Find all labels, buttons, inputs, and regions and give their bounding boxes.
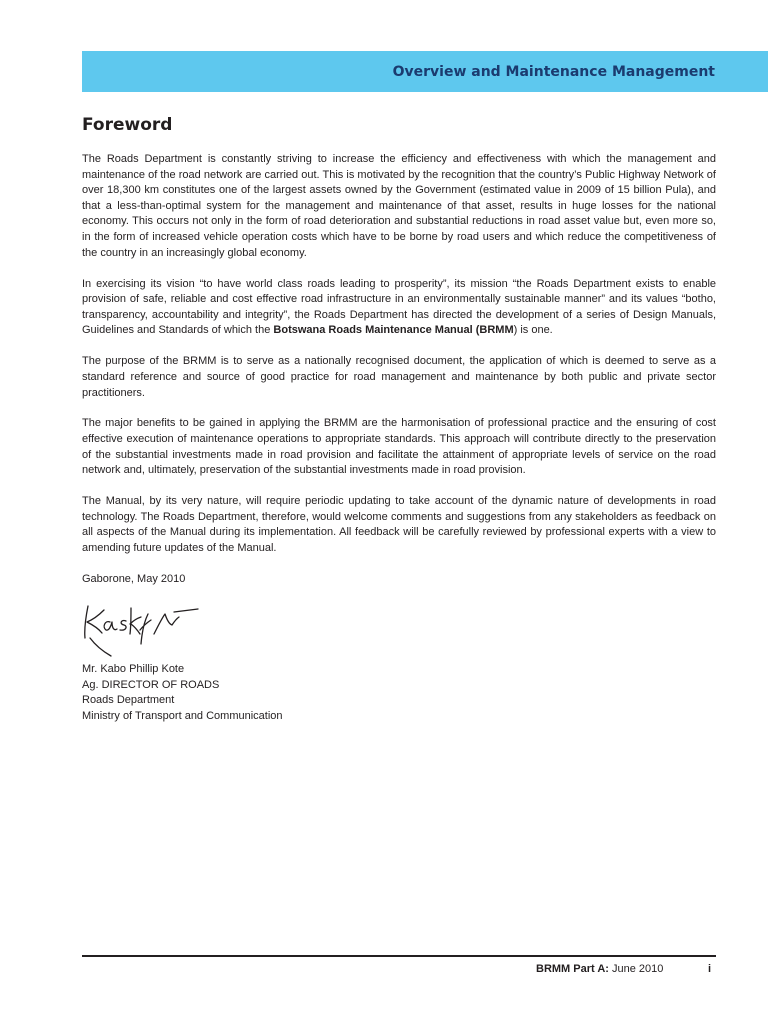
footer-document-label: [536, 963, 663, 975]
paragraph-5: The Manual, by its very nature, will require periodic updating to take account of the dynamic nature of developments in road technology. The Roads Department, therefore, would welcome comments and suggestions from any stakeholders as feedback on all aspects of the Manual during its implementation. All feedback will be carefully reviewed by professional experts with a view to amending future updates of the Manual.: [82, 495, 716, 555]
paragraph-1: The Roads Department is constantly striving to increase the efficiency and effectiveness with which the management and maintenance of the road network are carried out. This is motivated by the recognition that the country’s Public Highway Network of over 18,300 km constitutes one of the largest assets owned by the Government (estimated value in 2009 of 15 billion Pula), and that a less-than-optimal system for the management and maintenance of that asset, results in huge losses for the national economy. This occurs not only in the form of road deterioration and substantial reductions in road asset value but, even more so, in the form of increased vehicle operation costs which have to be borne by road users and which reduce the competitiveness of the country in an increasingly global economy.: [82, 153, 716, 259]
page-title: Foreword: [82, 115, 173, 135]
paragraph-2: [82, 277, 716, 339]
signatory-position: Ag. DIRECTOR OF ROADS: [82, 678, 220, 691]
place-and-date: Gaborone, May 2010: [82, 573, 186, 586]
signatory-ministry: Ministry of Transport and Communication: [82, 709, 283, 722]
foreword-body: [82, 152, 716, 588]
handwritten-signature: [78, 600, 202, 660]
manual-title-emphasis: Botswana Roads Maintenance Manual (BRMM: [273, 324, 514, 337]
signatory-department: Roads Department: [82, 694, 175, 707]
signatory-name: Mr. Kabo Phillip Kote: [82, 663, 185, 675]
paragraph-2-text-a: In exercising its vision “to have world class roads leading to prosperity”, its mission “the Roads Department exists to enable provision of safe, reliable and cost effective road infrastructure in an environmentally sustainable manner” and its values “botho, transparency, accountability and integrity”, the Roads Department has directed the development of a series of Design Manuals, Guidelines and Standards of which the: [82, 277, 716, 337]
page-number: i: [708, 963, 712, 975]
paragraph-3: The purpose of the BRMM is to serve as a nationally recognised document, the application of which is deemed to serve as a standard reference and source of good practice for road management and maintenance by both public and private sector practitioners.: [82, 355, 716, 399]
footer-rule: [82, 955, 716, 957]
paragraph-2-text-b: ) is one.: [513, 324, 553, 337]
section-header-title: Overview and Maintenance Management: [392, 64, 715, 80]
signatory-block: [82, 662, 283, 724]
footer-doc-label: BRMM Part A:: [536, 963, 609, 975]
paragraph-4: The major benefits to be gained in applying the BRMM are the harmonisation of professional practice and the ensuring of cost effective execution of maintenance operations to appropriate standards. This approach will contribute directly to the preservation of the substantial investments made in road provision and facilitate the attainment of appropriate levels of service on the road network and, ultimately, preservation of the substantial investments made in road provision.: [82, 417, 716, 477]
footer-doc-date: June 2010: [608, 963, 664, 975]
header-band: [82, 51, 768, 92]
